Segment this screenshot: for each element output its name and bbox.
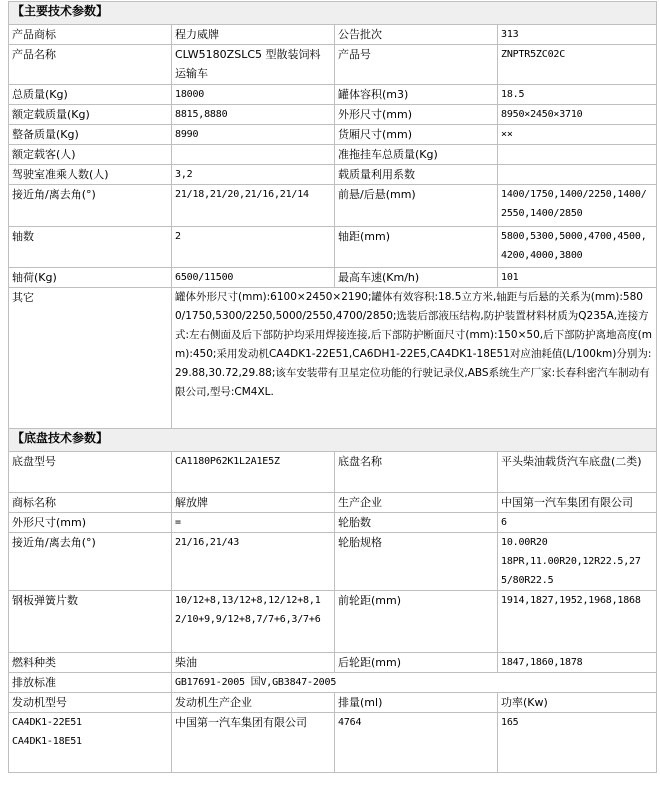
label-cell: 额定载质量(Kg) bbox=[9, 105, 172, 125]
value-cell: 21/16,21/43 bbox=[172, 533, 335, 591]
label-cell: 准拖挂车总质量(Kg) bbox=[335, 145, 498, 165]
label-cell: 外形尺寸(mm) bbox=[335, 105, 498, 125]
label-cell: 公告批次 bbox=[335, 25, 498, 45]
value-cell: 6 bbox=[498, 513, 657, 533]
value-cell: CLW5180ZSLC5 型散装饲料运输车 bbox=[172, 45, 335, 85]
label-cell: 前悬/后悬(mm) bbox=[335, 185, 498, 227]
label-cell: 轴距(mm) bbox=[335, 227, 498, 268]
label-cell: 接近角/离去角(°) bbox=[9, 185, 172, 227]
label-cell: 接近角/离去角(°) bbox=[9, 533, 172, 591]
value-cell: 18000 bbox=[172, 85, 335, 105]
value-cell: 18.5 bbox=[498, 85, 657, 105]
label-cell: 产品号 bbox=[335, 45, 498, 85]
displacement-header: 排量(ml) bbox=[335, 693, 498, 713]
value-cell bbox=[172, 145, 335, 165]
table-row bbox=[9, 25, 657, 45]
engine-model-header: 发动机型号 bbox=[9, 693, 172, 713]
label-cell: 产品商标 bbox=[9, 25, 172, 45]
value-cell: 313 bbox=[498, 25, 657, 45]
value-cell: 中国第一汽车集团有限公司 bbox=[498, 493, 657, 513]
table-row bbox=[9, 85, 657, 105]
value-cell: ×× bbox=[498, 125, 657, 145]
label-cell: 最高车速(Km/h) bbox=[335, 268, 498, 288]
main-section-title: 【主要技术参数】 bbox=[9, 2, 657, 25]
label-cell: 底盘型号 bbox=[9, 452, 172, 493]
value-cell: 程力威牌 bbox=[172, 25, 335, 45]
table-row bbox=[9, 268, 657, 288]
emission-standard-value: GB17691-2005 国V,GB3847-2005 bbox=[172, 673, 657, 693]
power-cell: 165 bbox=[498, 713, 657, 773]
value-cell: 解放牌 bbox=[172, 493, 335, 513]
table-row bbox=[9, 227, 657, 268]
spec-table bbox=[8, 1, 657, 773]
engine-row bbox=[9, 713, 657, 773]
table-row bbox=[9, 452, 657, 493]
power-header: 功率(Kw) bbox=[498, 693, 657, 713]
label-cell: 钢板弹簧片数 bbox=[9, 591, 172, 653]
tire-spec-cell bbox=[498, 533, 657, 591]
label-cell: 总质量(Kg) bbox=[9, 85, 172, 105]
table-row bbox=[9, 288, 657, 429]
table-row bbox=[9, 533, 657, 591]
table-row bbox=[9, 165, 657, 185]
value-cell: 21/18,21/20,21/16,21/14 bbox=[172, 185, 335, 227]
label-cell: 额定载客(人) bbox=[9, 145, 172, 165]
label-cell: 轮胎规格 bbox=[335, 533, 498, 591]
engine-model-1: CA4DK1-22E51 bbox=[12, 717, 82, 728]
label-cell: 轮胎数 bbox=[335, 513, 498, 533]
table-row bbox=[9, 45, 657, 85]
table-row bbox=[9, 653, 657, 673]
label-cell: 燃料种类 bbox=[9, 653, 172, 673]
label-cell: 整备质量(Kg) bbox=[9, 125, 172, 145]
label-cell: 罐体容积(m3) bbox=[335, 85, 498, 105]
engine-maker-header: 发动机生产企业 bbox=[172, 693, 335, 713]
value-cell: 5800,5300,5000,4700,4500,4200,4000,3800 bbox=[498, 227, 657, 268]
table-row bbox=[9, 591, 657, 653]
value-cell: 2 bbox=[172, 227, 335, 268]
value-cell: CA1180P62K1L2A1E5Z bbox=[172, 452, 335, 493]
label-cell: 底盘名称 bbox=[335, 452, 498, 493]
label-cell: 排放标准 bbox=[9, 673, 172, 693]
engine-header-row bbox=[9, 693, 657, 713]
value-cell: 8815,8880 bbox=[172, 105, 335, 125]
chassis-section-title: 【底盘技术参数】 bbox=[9, 429, 657, 452]
tire-spec-primary: 10.00R20 bbox=[501, 537, 548, 548]
value-cell: 平头柴油载货汽车底盘(二类) bbox=[498, 452, 657, 493]
chassis-section-header bbox=[9, 429, 657, 452]
label-cell: 前轮距(mm) bbox=[335, 591, 498, 653]
value-cell: 8990 bbox=[172, 125, 335, 145]
label-cell: 轴荷(Kg) bbox=[9, 268, 172, 288]
label-cell: 轴数 bbox=[9, 227, 172, 268]
engine-maker-cell: 中国第一汽车集团有限公司 bbox=[172, 713, 335, 773]
table-row bbox=[9, 673, 657, 693]
table-row bbox=[9, 513, 657, 533]
label-cell: 其它 bbox=[9, 288, 172, 429]
table-row bbox=[9, 125, 657, 145]
engine-model-cell bbox=[9, 713, 172, 773]
displacement-cell: 4764 bbox=[335, 713, 498, 773]
tire-spec-options: 18PR,11.00R20,12R22.5,275/80R22.5 bbox=[501, 556, 641, 586]
label-cell: 载质量利用系数 bbox=[335, 165, 498, 185]
value-cell: 6500/11500 bbox=[172, 268, 335, 288]
label-cell: 后轮距(mm) bbox=[335, 653, 498, 673]
value-cell: 10/12+8,13/12+8,12/12+8,12/10+9,9/12+8,7/7+6,3/7+6 bbox=[172, 591, 335, 653]
engine-model-2: CA4DK1-18E51 bbox=[12, 736, 82, 747]
value-cell: 1847,1860,1878 bbox=[498, 653, 657, 673]
label-cell: 生产企业 bbox=[335, 493, 498, 513]
value-cell: 柴油 bbox=[172, 653, 335, 673]
value-cell: = bbox=[172, 513, 335, 533]
label-cell: 外形尺寸(mm) bbox=[9, 513, 172, 533]
table-row bbox=[9, 185, 657, 227]
table-row bbox=[9, 493, 657, 513]
other-description: 罐体外形尺寸(mm):6100×2450×2190;罐体有效容积:18.5立方米,轴距与后悬的关系为(mm):5800/1750,5300/2250,5000/2550,4700/2850;选装后部液压结构,防护装置材料材质为Q235A,连接方式:左右侧面及后下部防护均采用焊接连接,后下部防护断面尺寸(mm):150×50,后下部防护离地高度(mm):450;采用发动机CA4DK1-22E51,CA6DH1-22E5,CA4DK1-18E51对应油耗值(L/100km)分别为:29.88,30.72,29.88;该车安装带有卫星定位功能的行驶记录仪,ABS系统生产厂家:长春科密汽车制动有限公司,型号:CM4XL. bbox=[172, 288, 657, 429]
value-cell: 3,2 bbox=[172, 165, 335, 185]
value-cell bbox=[498, 145, 657, 165]
label-cell: 产品名称 bbox=[9, 45, 172, 85]
value-cell: 1914,1827,1952,1968,1868 bbox=[498, 591, 657, 653]
value-cell bbox=[498, 165, 657, 185]
value-cell: ZNPTR5ZC02C bbox=[498, 45, 657, 85]
label-cell: 驾驶室准乘人数(人) bbox=[9, 165, 172, 185]
label-cell: 货厢尺寸(mm) bbox=[335, 125, 498, 145]
value-cell: 101 bbox=[498, 268, 657, 288]
table-row bbox=[9, 105, 657, 125]
main-section-header bbox=[9, 2, 657, 25]
table-row bbox=[9, 145, 657, 165]
value-cell: 1400/1750,1400/2250,1400/2550,1400/2850 bbox=[498, 185, 657, 227]
value-cell: 8950×2450×3710 bbox=[498, 105, 657, 125]
label-cell: 商标名称 bbox=[9, 493, 172, 513]
